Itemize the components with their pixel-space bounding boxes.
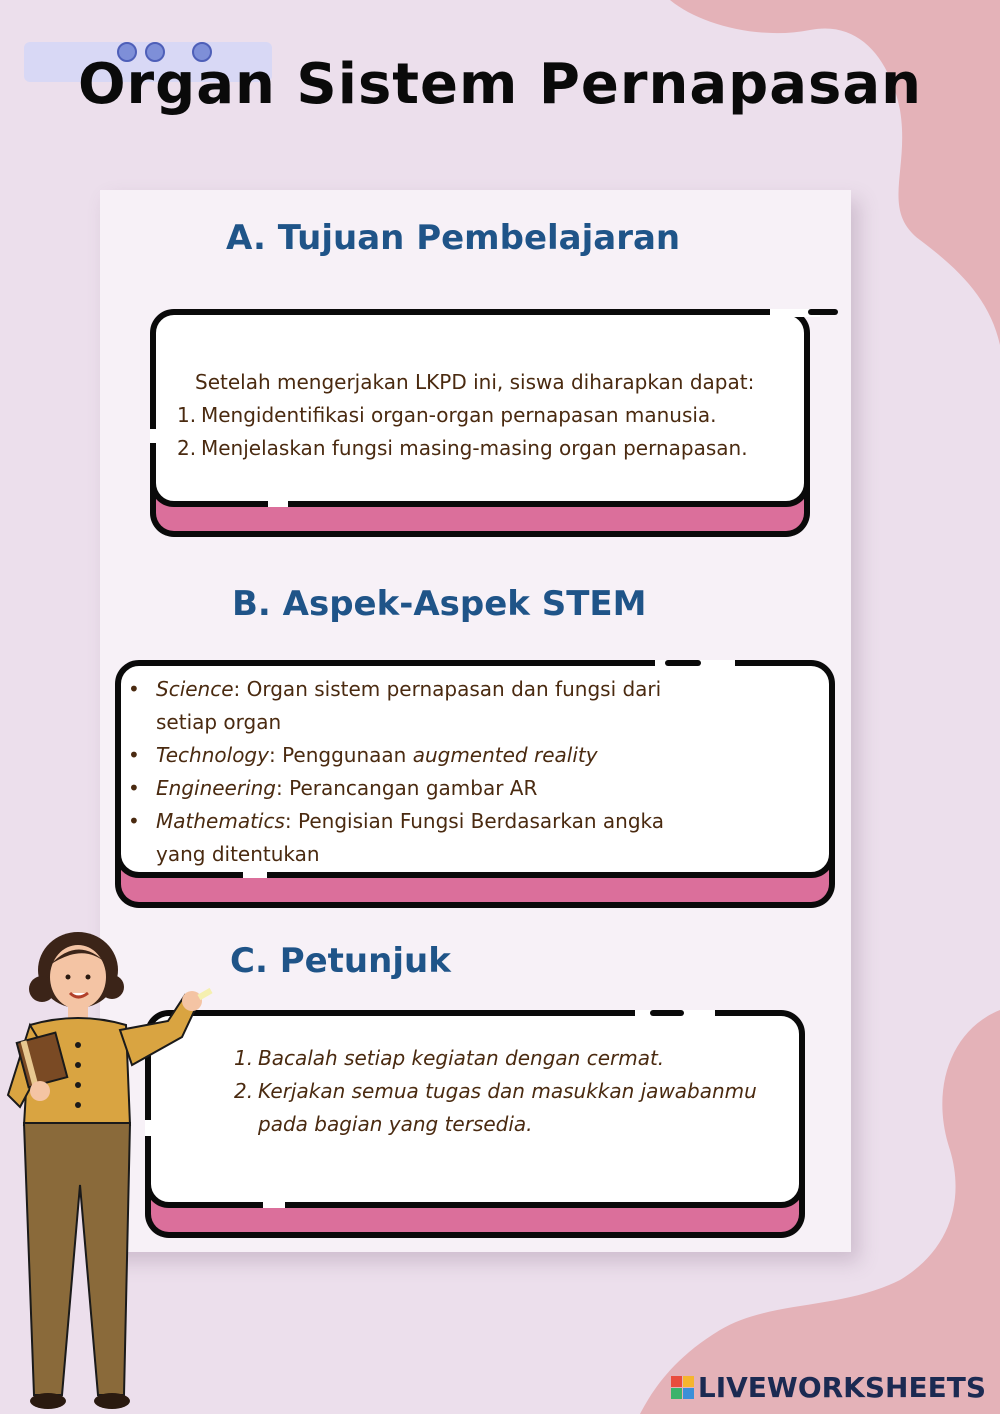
list-item: 1. Bacalah setiap kegiatan dengan cermat.: [234, 1046, 665, 1070]
teacher-icon: [0, 925, 225, 1414]
section-b-heading: B. Aspek-Aspek STEM: [232, 584, 647, 624]
page-title: Organ Sistem Pernapasan: [77, 52, 923, 117]
list-item: • Engineering: Perancangan gambar AR: [128, 772, 768, 805]
liveworksheets-mark-icon: [671, 1376, 694, 1399]
list-item: • Technology: Penggunaan augmented reality: [128, 739, 768, 772]
logo-mark-cell: [683, 1376, 694, 1387]
logo-mark-cell: [671, 1376, 682, 1387]
logo-text: LIVEWORKSHEETS: [697, 1371, 986, 1404]
logo-mark-cell: [683, 1388, 694, 1399]
list-item: 2. Menjelaskan fungsi masing-masing organ pernapasan.: [177, 436, 748, 460]
bullet-icon: •: [128, 743, 140, 767]
list-item: 2. Kerjakan semua tugas dan masukkan jawabanmu pada bagian yang tersedia.: [234, 1079, 757, 1136]
bullet-icon: •: [128, 809, 140, 833]
section-b-text: [128, 673, 768, 871]
bullet-icon: •: [128, 677, 140, 701]
list-item: • Mathematics: Pengisian Fungsi Berdasarkan angka yang ditentukan: [128, 805, 768, 871]
section-a-text: [177, 366, 807, 465]
section-a-heading: A. Tujuan Pembelajaran: [226, 218, 681, 258]
section-c-text: [234, 1042, 804, 1141]
list-item: • Science: Organ sistem pernapasan dan fungsi dari setiap organ: [128, 673, 768, 739]
liveworksheets-logo: [671, 1371, 986, 1404]
bullet-icon: •: [128, 776, 140, 800]
section-a-intro: Setelah mengerjakan LKPD ini, siswa diharapkan dapat:: [195, 370, 755, 394]
list-item: 1. Mengidentifikasi organ-organ pernapasan manusia.: [177, 403, 717, 427]
section-c-heading: C. Petunjuk: [230, 941, 451, 981]
logo-mark-cell: [671, 1388, 682, 1399]
